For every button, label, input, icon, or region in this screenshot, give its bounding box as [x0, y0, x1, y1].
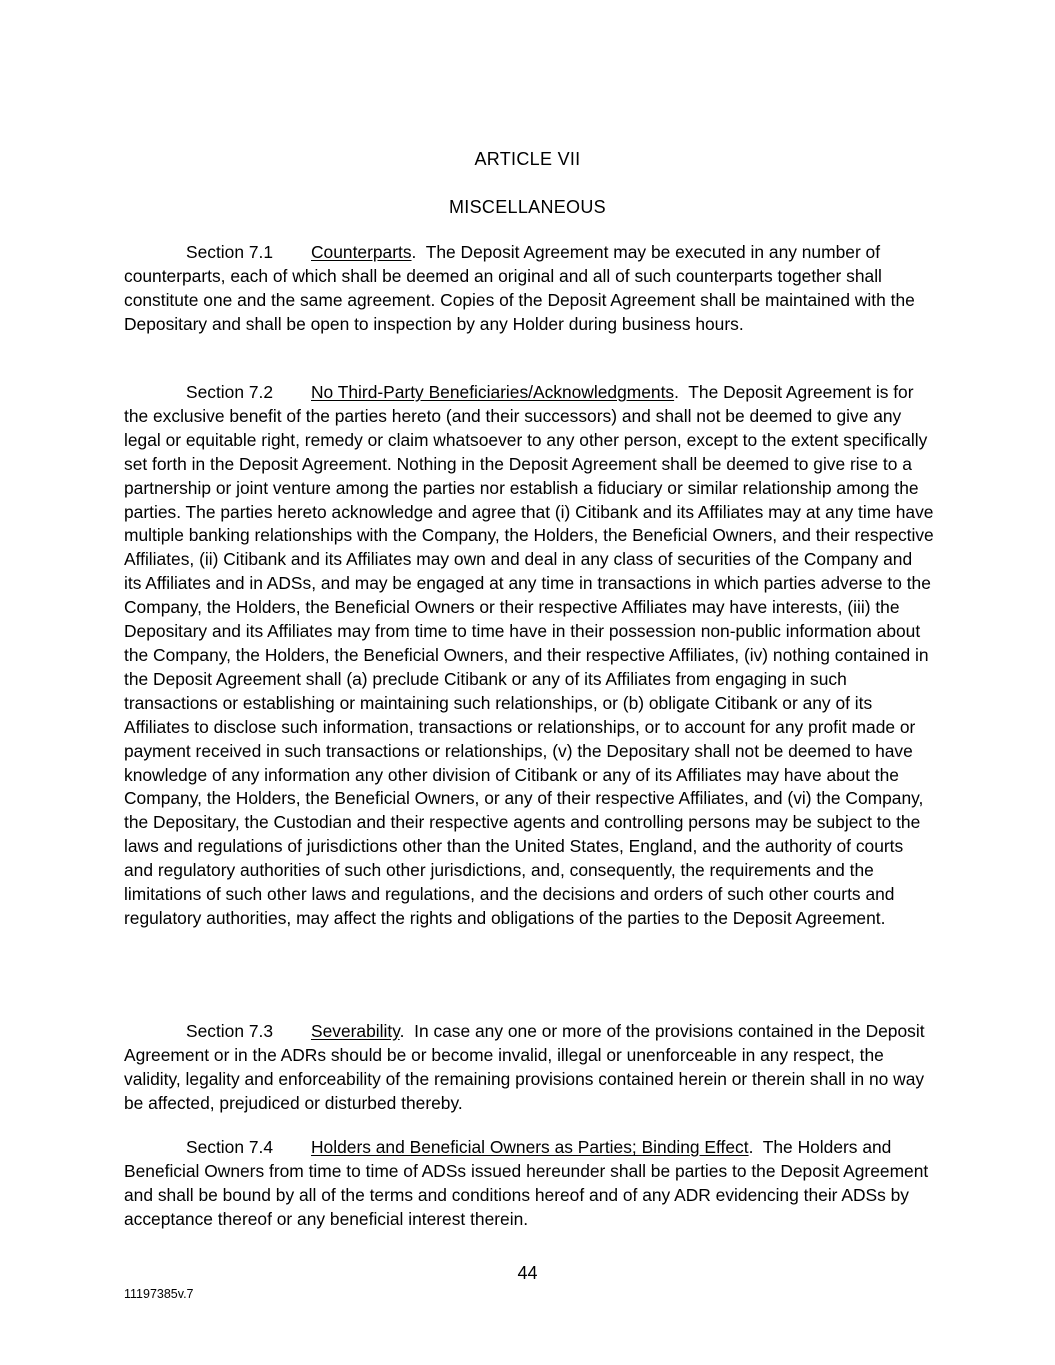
section-body: The Holders and Beneficial Owners from time to time of ADSs issued hereunder shall be parties to the Deposit Agreement and shall be bound by all of the terms and conditions hereof and of any ADR evidencing their ADSs by acceptance thereof or any beneficial interest therein.: [124, 1137, 929, 1229]
section-7-3: Section 7.3 Severability. In case any one or more of the provisions contained in the Deposit Agreement or in the ADRs should be or become invalid, illegal or unenforceable in any respect, the validity, legality and enforceability of the remaining provisions contained herein or therein shall in no way be affected, prejudiced or disturbed thereby.: [124, 1021, 925, 1113]
section-number: Section 7.4: [186, 1137, 274, 1157]
section-7-4: Section 7.4 Holders and Beneficial Owners as Parties; Binding Effect. The Holders and Beneficial Owners from time to time of ADSs issued hereunder shall be parties to the Deposit Agreement and shall be bound by all of the terms and conditions hereof and of any ADR evidencing their ADSs by acceptance thereof or any beneficial interest therein.: [124, 1137, 929, 1229]
section-body: The Deposit Agreement may be executed in any number of counterparts, each of which shall be deemed an original and all of such counterparts together shall constitute one and the same agreement. Copies of the Deposit Agreement shall be maintained with the Depositary and shall be open to inspection by any Holder during business hours.: [124, 242, 915, 334]
section-number: Section 7.1: [186, 242, 274, 262]
page-number: 44: [517, 1263, 538, 1283]
section-body: The Deposit Agreement is for the exclusive benefit of the parties hereto (and their successors) and shall not be deemed to give any legal or equitable right, remedy or claim whatsoever to any other person, except to the extent specifically set forth in the Deposit Agreement. Nothing in the Deposit Agreement shall be deemed to give rise to a partnership or joint venture among the parties nor establish a fiduciary or similar relationship among the parties. The parties hereto acknowledge and agree that (i) Citibank and its Affiliates may at any time have multiple banking relationships with the Company, the Holders, the Beneficial Owners, and their respective Affiliates, (ii) Citibank and its Affiliates may own and deal in any class of securities of the Company and its Affiliates and in ADSs, and may be engaged at any time in transactions in which parties adverse to the Company, the Holders, the Beneficial Owners or their respective Affiliates may have interests, (iii) the Depositary and its Affiliates may from time to time have in their possession non-public information about the Company, the Holders, the Beneficial Owners, and their respective Affiliates, (iv) nothing contained in the Deposit Agreement shall (a) preclude Citibank or any of its Affiliates from engaging in such transactions or establishing or maintaining such relationships, or (b) obligate Citibank or any of its Affiliates to disclose such information, transactions or relationships, or to account for any profit made or payment received in such transactions or relationships, (v) the Depositary shall not be deemed to have knowledge of any information any other division of Citibank or any of its Affiliates may have about the Company, the Holders, the Beneficial Owners, or any of their respective Affiliates, and (vi) the Company, the Depositary, the Custodian and their respective agents and controlling persons may be subject to the laws and regulations of jurisdictions other than the United States, England, and the authority of courts and regulatory authorities of such other jurisdictions, and, consequently, the requirements and the limitations of such other laws and regulations, and the decisions and orders of such other courts and regulatory authorities, may affect the rights and obligations of the parties to the Deposit Agreement.: [124, 382, 934, 928]
section-title: Severability: [311, 1021, 400, 1041]
section-number: Section 7.3: [186, 1021, 274, 1041]
section-number: Section 7.2: [186, 382, 274, 402]
section-title: Counterparts: [311, 242, 412, 262]
section-title: No Third-Party Beneficiaries/Acknowledgments: [311, 382, 675, 402]
section-title: Holders and Beneficial Owners as Parties; Binding Effect: [311, 1137, 749, 1157]
section-7-2: Section 7.2 No Third-Party Beneficiaries/Acknowledgments. The Deposit Agreement is for the exclusive benefit of the parties hereto (and their successors) and shall not be deemed to give any legal or equitable right, remedy or claim whatsoever to any other person, except to the extent specifically set forth in the Deposit Agreement. Nothing in the Deposit Agreement shall be deemed to give rise to a partnership or joint venture among the parties nor establish a fiduciary or similar relationship among the parties. The parties hereto acknowledge and agree that (i) Citibank and its Affiliates may at any time have multiple banking relationships with the Company, the Holders, the Beneficial Owners, and their respective Affiliates, (ii) Citibank and its Affiliates may own and deal in any class of securities of the Company and its Affiliates and in ADSs, and may be engaged at any time in transactions in which parties adverse to the Company, the Holders, the Beneficial Owners or their respective Affiliates may have interests, (iii) the Depositary and its Affiliates may from time to time have in their possession non-public information about the Company, the Holders, the Beneficial Owners, and their respective Affiliates, (iv) nothing contained in the Deposit Agreement shall (a) preclude Citibank or any of its Affiliates from engaging in such transactions or establishing or maintaining such relationships, or (b) obligate Citibank or any of its Affiliates to disclose such information, transactions or relationships, or to account for any profit made or payment received in such transactions or relationships, (v) the Depositary shall not be deemed to have knowledge of any information any other division of Citibank or any of its Affiliates may have about the Company, the Holders, the Beneficial Owners, or any of their respective Affiliates, and (vi) the Company, the Depositary, the Custodian and their respective agents and controlling persons may be subject to the laws and regulations of jurisdictions other than the United States, England, and the authority of courts and regulatory authorities of such other jurisdictions, and, consequently, the requirements and the limitations of such other laws and regulations, and the decisions and orders of such other courts and regulatory authorities, may affect the rights and obligations of the parties to the Deposit Agreement.: [124, 382, 934, 928]
article-title: ARTICLE VII: [474, 149, 581, 169]
section-7-1: Section 7.1 Counterparts. The Deposit Agreement may be executed in any number of counterparts, each of which shall be deemed an original and all of such counterparts together shall constitute one and the same agreement. Copies of the Deposit Agreement shall be maintained with the Depositary and shall be open to inspection by any Holder during business hours.: [124, 242, 915, 334]
section-body: In case any one or more of the provisions contained in the Deposit Agreement or in the ADRs should be or become invalid, illegal or unenforceable in any respect, the validity, legality and enforceability of the remaining provisions contained herein or therein shall in no way be affected, prejudiced or disturbed thereby.: [124, 1021, 925, 1113]
document-id: 11197385v.7: [124, 1287, 194, 1301]
article-subtitle: MISCELLANEOUS: [449, 197, 606, 217]
